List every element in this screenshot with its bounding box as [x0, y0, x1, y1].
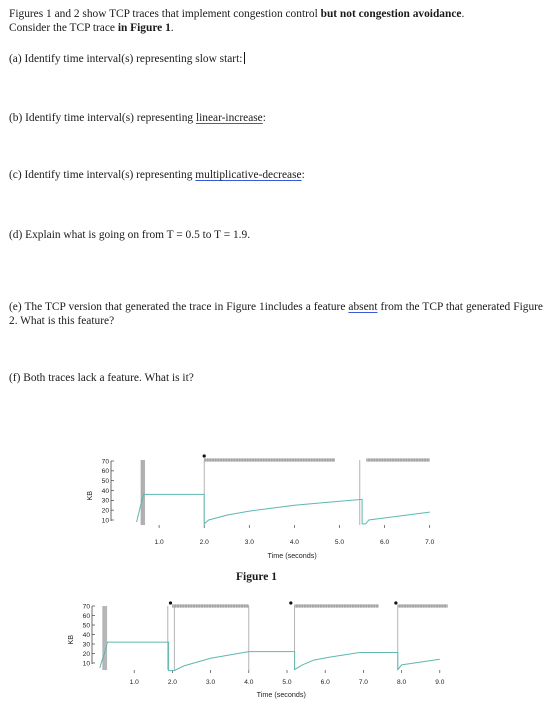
x-axis-title: Time (seconds) [256, 690, 306, 699]
y-tick-label: 40 [101, 487, 109, 495]
y-tick-label: 70 [101, 458, 109, 466]
y-tick-label: 10 [101, 517, 109, 525]
x-tick-label: 5.0 [334, 539, 345, 546]
cwnd-series-line [137, 494, 430, 524]
y-tick-label: 30 [82, 641, 90, 649]
sent-packets-band [398, 605, 448, 608]
x-tick-label: 4.0 [244, 679, 254, 686]
x-tick-label: 7.0 [425, 539, 435, 546]
x-tick-label: 1.0 [154, 539, 164, 546]
x-tick-label: 3.0 [244, 539, 254, 546]
spell-underlined-term: absent [348, 301, 378, 313]
y-tick-label: 10 [82, 660, 90, 668]
x-tick-label: 6.0 [380, 539, 390, 546]
x-tick-label: 7.0 [358, 679, 368, 686]
intro-text: . [170, 22, 174, 34]
question-c-text: (c) Identify time interval(s) representing [9, 169, 196, 181]
question-e-text: (e) The TCP version that generated the trace in Figure 1includes a feature [9, 301, 349, 313]
question-f-text: (f) Both traces lack a feature. What is it? [9, 372, 194, 384]
x-tick-label: 2.0 [199, 539, 209, 546]
y-tick-label: 70 [82, 603, 90, 611]
spell-underlined-term: linear-increase [195, 112, 263, 124]
figure-1-chart [85, 454, 448, 560]
x-tick-label: 5.0 [282, 679, 292, 686]
loss-dot [289, 601, 292, 604]
y-tick-label: 20 [101, 507, 109, 515]
sent-packets-band [172, 605, 248, 608]
y-tick-label: 60 [101, 468, 109, 476]
x-axis-title: Time (seconds) [267, 551, 317, 560]
intro-text: Consider the TCP trace [9, 22, 118, 34]
question-a-text: (a) Identify time interval(s) representing slow start: [9, 53, 243, 65]
y-tick-label: 50 [82, 622, 90, 630]
figure-1-caption: Figure 1 [236, 571, 277, 583]
spell-underlined-term: multiplicative-decrease [195, 169, 302, 181]
y-tick-label: 60 [82, 612, 90, 620]
loss-dot [169, 601, 172, 604]
question-b-text: : [262, 112, 266, 124]
question-b-text: (b) Identify time interval(s) representing [9, 112, 196, 124]
loss-dot [203, 454, 206, 457]
intro-text: . [461, 8, 465, 20]
cwnd-series-line [100, 642, 440, 671]
x-tick-label: 3.0 [206, 679, 216, 686]
sent-packets-band [204, 459, 335, 462]
question-d-text: (d) Explain what is going on from T = 0.5 to T = 1.9. [9, 229, 251, 241]
figure-2-chart [66, 601, 447, 699]
y-tick-label: 50 [101, 477, 109, 485]
y-axis-title: KB [66, 634, 75, 645]
x-tick-label: 2.0 [167, 679, 177, 686]
y-tick-label: 30 [101, 497, 109, 505]
y-tick-label: 20 [82, 650, 90, 658]
x-tick-label: 8.0 [397, 679, 407, 686]
x-tick-label: 9.0 [435, 679, 445, 686]
x-tick-label: 6.0 [320, 679, 330, 686]
intro-bold: but not congestion avoidance [320, 8, 462, 20]
intro-bold: in Figure 1 [117, 22, 171, 34]
x-tick-label: 1.0 [129, 679, 139, 686]
question-c-text: : [301, 169, 305, 181]
x-tick-label: 4.0 [289, 539, 299, 546]
y-axis-title: KB [85, 490, 94, 501]
intro-text: Figures 1 and 2 show TCP traces that implement congestion control [9, 8, 321, 20]
loss-dot [394, 601, 397, 604]
y-tick-label: 40 [82, 631, 90, 639]
question-e-text: from the TCP that generated Figure 2. What is this feature? [9, 301, 543, 327]
